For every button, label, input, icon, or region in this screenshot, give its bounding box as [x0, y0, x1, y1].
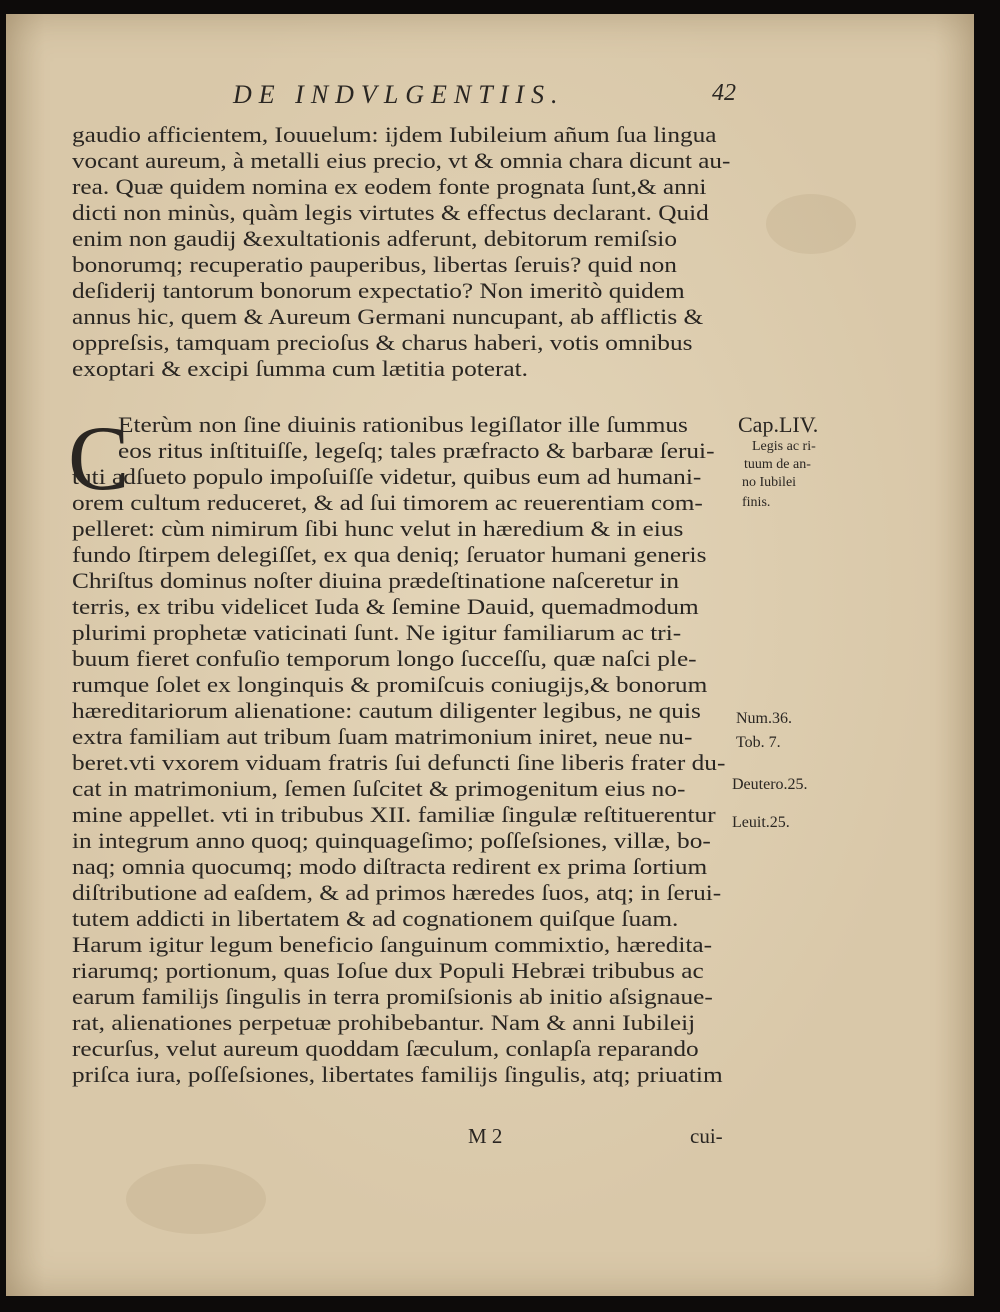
text-line: in integrum anno quoq; quinquageſimo; poſſeſsiones, villæ, bo- [72, 828, 711, 853]
text-line: deſiderij tantorum bonorum expectatio? Non imeritò quidem [72, 278, 685, 303]
text-line: terris, ex tribu videlicet Iuda & ſemine Dauid, quemadmodum [72, 594, 699, 619]
margin-gloss: tuum de an- [744, 457, 811, 472]
text-line: tutem addicti in libertatem & ad cognationem quiſque ſuam. [72, 906, 679, 931]
text-line: oppreſsis, tamquam precioſus & charus haberi, votis omnibus [72, 330, 693, 355]
page-number: 42 [712, 80, 736, 106]
text-line: vocant aureum, à metalli eius precio, vt & omnia chara dicunt au- [72, 148, 731, 173]
text-line: tuti adſueto populo impoſuiſſe videtur, quibus eum ad humani- [72, 464, 702, 489]
text-line: rea. Quæ quidem nomina ex eodem fonte prognata ſunt,& anni [72, 174, 707, 199]
margin-gloss: finis. [742, 495, 771, 510]
signature-mark: M 2 [468, 1124, 503, 1148]
running-title: DE INDVLGENTIIS. [233, 80, 565, 109]
text-line: hæreditariorum alienatione: cautum diligenter legibus, ne quis [72, 698, 701, 723]
book-page [6, 14, 974, 1296]
text-line: rat, alienationes perpetuæ prohibebantur. Nam & anni Iubileij [72, 1010, 696, 1035]
text-line: priſca iura, poſſeſsiones, libertates familijs ſingulis, atq; priuatim [72, 1062, 723, 1087]
text-line: recurſus, velut aureum quoddam ſæculum, conlapſa reparando [72, 1036, 699, 1061]
text-line: extra familiam aut tribum ſuam matrimonium iniret, neue nu- [72, 724, 693, 749]
catchword: cui- [690, 1124, 723, 1148]
text-line: fundo ſtirpem delegiſſet, ex qua deniq; ſeruator humani generis [72, 542, 707, 567]
text-line: Chriſtus dominus noſter diuina prædeſtinatione naſceretur in [72, 568, 680, 593]
text-line: dicti non minùs, quàm legis virtutes & effectus declarant. Quid [72, 200, 709, 225]
text-line: Harum igitur legum beneficio ſanguinum commixtio, hæredita- [72, 932, 713, 957]
margin-reference: Num.36. [736, 710, 792, 727]
margin-reference: Deutero.25. [732, 776, 808, 793]
text-line: eos ritus inſtituiſſe, legeſq; tales præfracto & barbaræ ſerui- [118, 438, 715, 463]
text-line: plurimi prophetæ vaticinati ſunt. Ne igitur familiarum ac tri- [72, 620, 682, 645]
drop-cap: C [68, 407, 130, 509]
paper-stain [766, 194, 856, 254]
running-header [6, 80, 974, 114]
paper-stain [126, 1164, 266, 1234]
margin-reference: Tob. 7. [736, 734, 781, 751]
text-line: earum familijs ſingulis in terra promiſsionis ab initio aſsignaue- [72, 984, 713, 1009]
margin-gloss: no Iubilei [742, 475, 797, 490]
text-line: enim non gaudij &exultationis adferunt, debitorum remiſsio [72, 226, 677, 251]
text-line: naq; omnia quocumq; modo diſtracta redirent ex prima ſortium [72, 854, 708, 879]
text-line: orem cultum reduceret, & ad ſui timorem ac reuerentiam com- [72, 490, 703, 515]
text-line: rumque ſolet ex longinquis & promiſcuis coniugijs,& bonorum [72, 672, 708, 697]
margin-gloss: Legis ac ri- [752, 439, 816, 454]
text-line: riarumq; portionum, quas Ioſue dux Populi Hebræi tribubus ac [72, 958, 704, 983]
text-line: diſtributione ad eaſdem, & ad primos hæredes ſuos, atq; in ſerui- [72, 880, 722, 905]
text-line: annus hic, quem & Aureum Germani nuncupant, ab afflictis & [72, 304, 704, 329]
text-line: gaudio afficientem, Iouuelum: ijdem Iubileium añum ſua lingua [72, 122, 717, 147]
text-line: Eterùm non ſine diuinis rationibus legiſlator ille ſummus [118, 412, 688, 437]
chapter-heading: Cap.LIV. [738, 412, 819, 437]
margin-reference: Leuit.25. [732, 814, 790, 831]
text-line: cat in matrimonium, ſemen ſuſcitet & primogenitum eius no- [72, 776, 686, 801]
text-line: pelleret: cùm nimirum ſibi hunc velut in hæredium & in eius [72, 516, 684, 541]
text-line: bonorumq; recuperatio pauperibus, libertas ſeruis? quid non [72, 252, 677, 277]
text-line: beret.vti vxorem viduam fratris ſui defuncti ſine liberis frater du- [72, 750, 726, 775]
text-line: exoptari & excipi ſumma cum lætitia poterat. [72, 356, 528, 381]
text-line: mine appellet. vti in tribubus XII. familiæ ſingulæ reſtituerentur [72, 802, 716, 827]
text-line: buum fieret confuſio temporum longo ſucceſſu, quæ naſci ple- [72, 646, 697, 671]
